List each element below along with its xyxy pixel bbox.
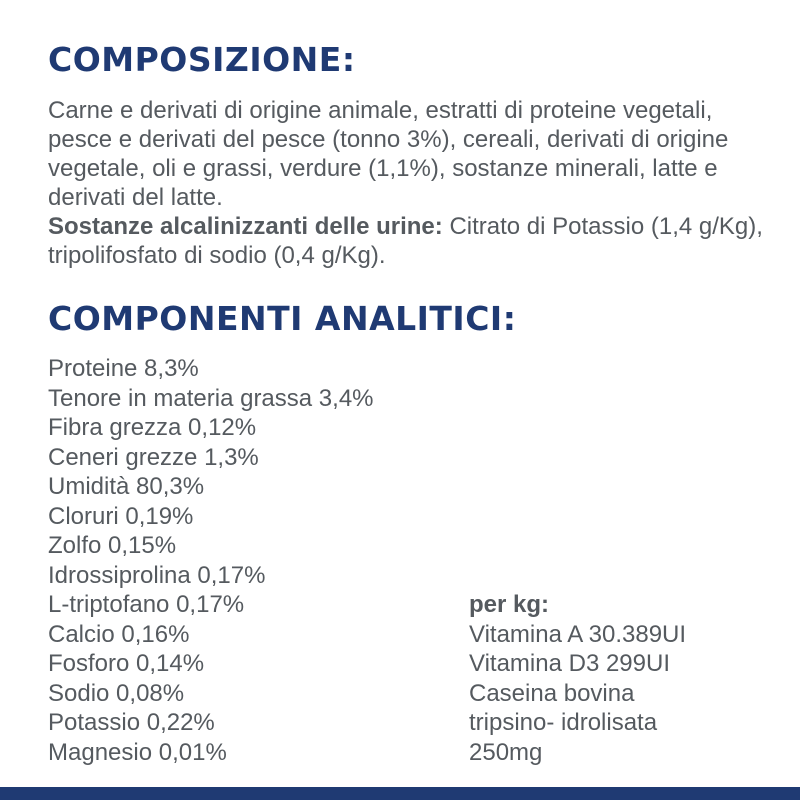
list-item: Umidità 80,3% [48,473,205,500]
list-item: Vitamina A 30.389UI [469,620,687,648]
list-item: Sodio 0,08% [48,679,185,707]
list-item: Cloruri 0,19% [48,502,194,530]
list-item: Fosforo 0,14% [48,650,205,677]
list-item: Vitamina D3 299UI [469,650,670,677]
per-kg-list [469,590,789,767]
list-item: Ceneri grezze 1,3% [48,443,259,471]
composition-text: Carne e derivati di origine animale, estratti di proteine vegetali, pesce e derivati del pesce (tonno 3%), cereali, derivati di origine vegetale, oli e grassi, verdure (1,1%), sostanze minerali, latte e derivati del latte. [48,97,729,211]
composition-heading: COMPOSIZIONE: [48,40,356,79]
list-item: 250mg [469,738,543,766]
composition-paragraph [48,96,768,270]
list-item: L-triptofano 0,17% [48,591,245,618]
bottom-bar [0,787,800,800]
per-kg-label: per kg: [469,591,550,618]
list-item: Tenore in materia grassa 3,4% [48,384,374,412]
list-item: Magnesio 0,01% [48,738,227,766]
list-item: Potassio 0,22% [48,709,215,736]
list-item: Caseina bovina [469,679,635,707]
analytics-list [48,354,468,767]
list-item: Idrossiprolina 0,17% [48,561,266,589]
alkalizing-label: Sostanze alcalinizzanti delle urine: [48,213,443,240]
list-item: Zolfo 0,15% [48,532,177,559]
analytics-heading: COMPONENTI ANALITICI: [48,299,517,338]
list-item: Proteine 8,3% [48,355,199,382]
list-item: tripsino- idrolisata [469,709,658,736]
list-item: Fibra grezza 0,12% [48,414,257,441]
alkalizing-text: Citrato di Potassio (1,4 g/Kg), tripolifosfato di sodio (0,4 g/Kg). [48,213,763,269]
list-item: Calcio 0,16% [48,620,190,648]
